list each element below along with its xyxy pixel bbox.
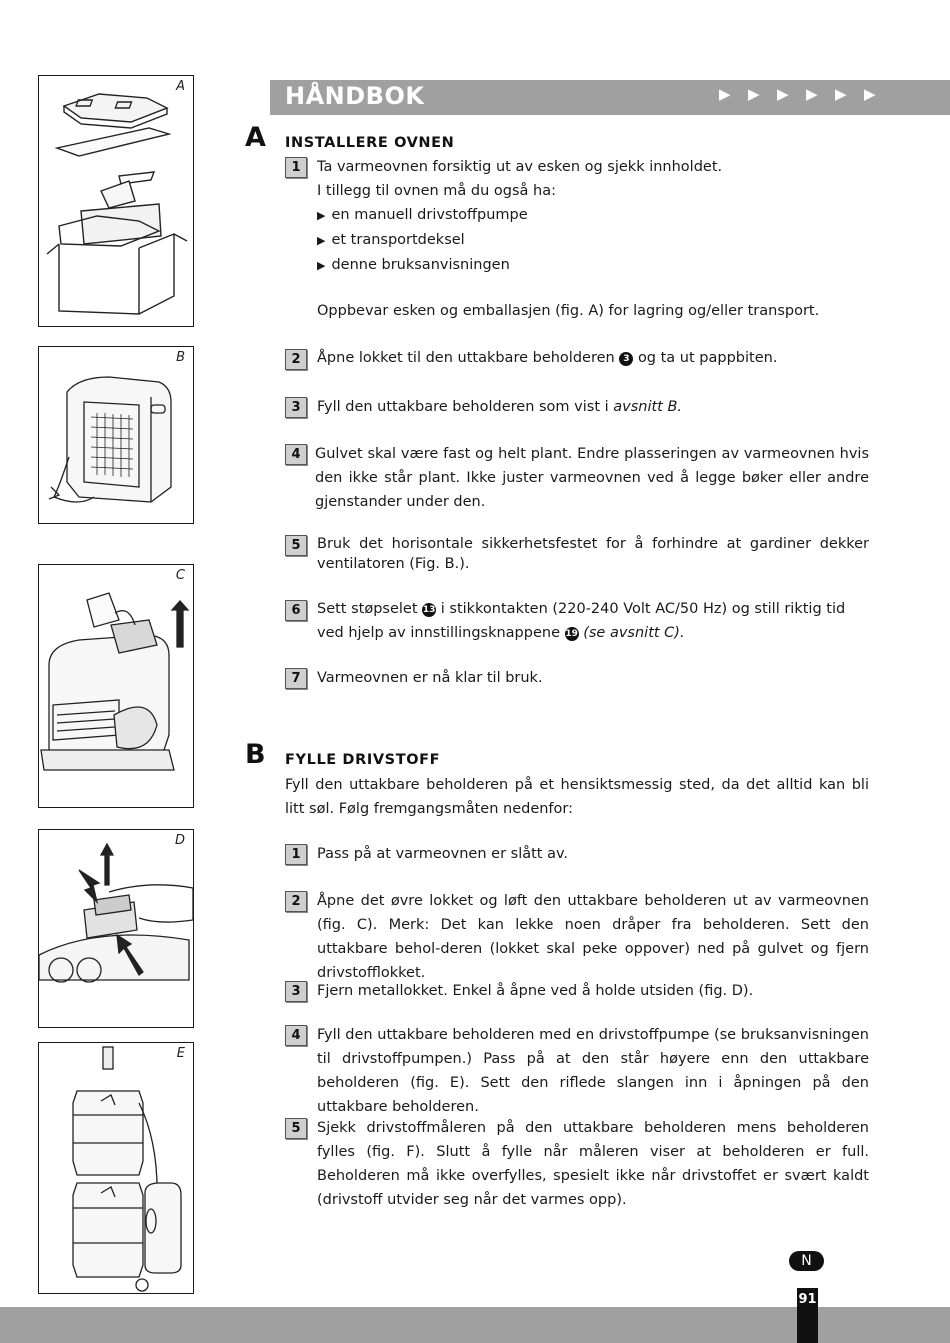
step-text: Bruk det horisontale sikkerhetsfestet for å forhindre at gardiner dekker ventilatoren (Fig. B.). bbox=[317, 536, 869, 572]
step-number: 5 bbox=[285, 535, 307, 556]
step-number: 1 bbox=[285, 844, 307, 865]
step-number: 7 bbox=[285, 668, 307, 689]
step-text: Åpne det øvre lokket og løft den uttakbare beholderen ut av varmeovnen (fig. C). Merk: Det kan lekke noen dråper fra beholderen. Sett den uttakbare behol-deren (lokket skal peke oppover) ned på gulvet og fjern drivstofflokket. bbox=[317, 893, 869, 981]
step-number: 1 bbox=[285, 157, 307, 178]
section-reference: avsnitt B. bbox=[613, 399, 683, 415]
figure-d bbox=[38, 829, 194, 1028]
section-intro: Fyll den uttakbare beholderen på et hensiktsmessig sted, da det alltid kan bli litt søl. Følg fremgangsmåten nedenfor: bbox=[285, 777, 869, 817]
step-note: Oppbevar esken og emballasjen (fig. A) for lagring og/eller transport. bbox=[317, 303, 820, 319]
step-number: 2 bbox=[285, 891, 307, 912]
cap-removal-illustration bbox=[39, 830, 193, 1027]
figure-e bbox=[38, 1042, 194, 1294]
step-text: Fyll den uttakbare beholderen med en drivstoffpumpe (se bruksanvisningen til drivstoffpumpen.) Pass på at den står høyere enn den uttakbare beholderen (fig. E). Sett den riflede slangen inn i åpningen på den uttakbare beholderen. bbox=[317, 1027, 869, 1115]
section-letter: B bbox=[245, 739, 266, 770]
text-line: I tillegg til ovnen må du også ha: bbox=[317, 183, 557, 199]
bullet-item: ▶ denne bruksanvisningen bbox=[317, 253, 869, 278]
step-number: 3 bbox=[285, 397, 307, 418]
reference-number-icon: 3 bbox=[619, 352, 633, 366]
step-text: Sjekk drivstoffmåleren på den uttakbare beholderen mens beholderen fylles (fig. F). Slutt å fylle når måleren viser at beholderen er full. Beholderen må ikke overfylles, spesielt ikke når drivstoffet er svært kaldt (drivstoff utvider seg når det varmes opp). bbox=[317, 1120, 869, 1208]
figure-letter: A bbox=[176, 79, 185, 94]
text-part: i stikkontakten (220-240 Volt AC/50 Hz) og still riktig tid ved hjelp av innstillingsknappene bbox=[317, 601, 846, 641]
page-title: HÅNDBOK bbox=[285, 82, 425, 110]
arrow-right-icon: ▶ bbox=[835, 85, 847, 103]
arrow-right-icon: ▶ bbox=[748, 85, 760, 103]
figure-letter: E bbox=[176, 1046, 185, 1061]
arrow-right-icon: ▶ bbox=[777, 85, 789, 103]
text-part: og ta ut pappbiten. bbox=[637, 350, 778, 366]
box-unpacking-illustration bbox=[39, 76, 193, 326]
bullet-item: ▶ et transportdeksel bbox=[317, 228, 869, 253]
reference-number-icon: 13 bbox=[422, 605, 436, 615]
step-number: 2 bbox=[285, 349, 307, 370]
figure-c bbox=[38, 564, 194, 808]
section-title: FYLLE DRIVSTOFF bbox=[285, 752, 441, 768]
bullet-item: ▶ en manuell drivstoffpumpe bbox=[317, 203, 869, 228]
fuel-pump-illustration bbox=[39, 1043, 193, 1293]
language-badge: N bbox=[789, 1251, 824, 1271]
step-number: 5 bbox=[285, 1118, 307, 1139]
reference-number-icon: 19 bbox=[565, 629, 578, 639]
step-text bbox=[317, 395, 869, 419]
arrow-right-icon: ▶ bbox=[719, 85, 731, 103]
step-text: Gulvet skal være fast og helt plant. Endre plasseringen av varmeovnen hvis den ikke står plant. Ikke juster varmeovnen ved å legge bøker eller andre gjenstander under den. bbox=[315, 446, 869, 510]
step-number: 4 bbox=[285, 444, 307, 465]
section-reference: (se avsnitt C). bbox=[583, 625, 685, 641]
step-text: Varmeovnen er nå klar til bruk. bbox=[317, 670, 543, 686]
section-title: INSTALLERE OVNEN bbox=[285, 135, 455, 151]
step-number: 6 bbox=[285, 600, 307, 621]
figure-letter: C bbox=[175, 568, 185, 583]
text-part: Sett støpselet bbox=[317, 601, 418, 617]
step-text bbox=[317, 346, 869, 370]
tank-removal-illustration bbox=[39, 565, 193, 807]
arrow-right-icon: ▶ bbox=[806, 85, 818, 103]
header-arrow-icons bbox=[719, 85, 893, 103]
text-line: Ta varmeovnen forsiktig ut av esken og sjekk innholdet. bbox=[317, 159, 723, 175]
step-text: Pass på at varmeovnen er slått av. bbox=[317, 846, 569, 862]
figure-letter: B bbox=[176, 350, 185, 365]
step-text bbox=[317, 597, 869, 645]
step-number: 4 bbox=[285, 1025, 307, 1046]
section-letter: A bbox=[245, 122, 266, 153]
figure-a bbox=[38, 75, 194, 327]
figure-letter: D bbox=[174, 833, 185, 848]
step-text: Fjern metallokket. Enkel å åpne ved å holde utsiden (fig. D). bbox=[317, 983, 754, 999]
page-number: 91 bbox=[797, 1288, 818, 1343]
step-text bbox=[317, 155, 869, 278]
arrow-right-icon: ▶ bbox=[864, 85, 876, 103]
text-part: Åpne lokket til den uttakbare beholderen bbox=[317, 350, 615, 366]
figure-b bbox=[38, 346, 194, 524]
step-number: 3 bbox=[285, 981, 307, 1002]
text-part: Fyll den uttakbare beholderen som vist i bbox=[317, 399, 609, 415]
heater-rear-illustration bbox=[39, 347, 193, 523]
